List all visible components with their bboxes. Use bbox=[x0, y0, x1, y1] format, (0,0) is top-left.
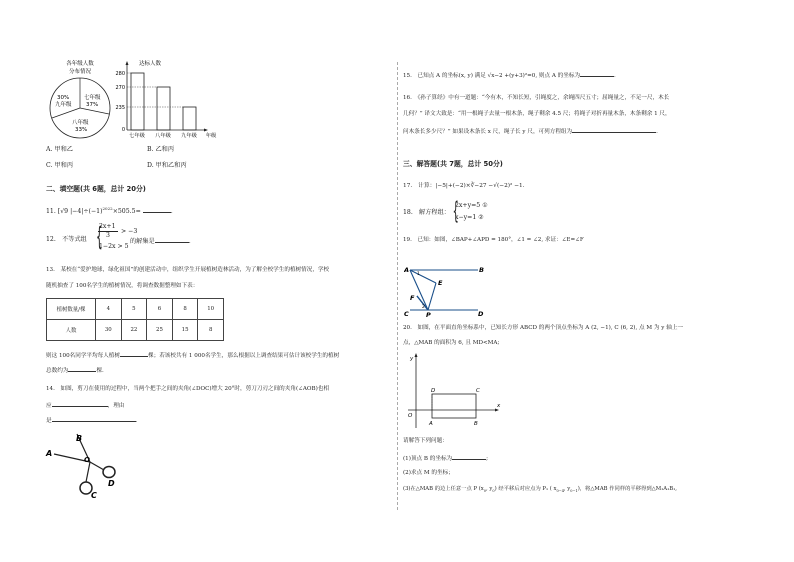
label-B: B bbox=[76, 434, 83, 443]
fig20-x: x bbox=[497, 403, 501, 409]
section-3-heading: 三、解答题(共 7题，总计 50分) bbox=[403, 160, 503, 168]
q12-pre: 不等式组 bbox=[62, 236, 87, 243]
choice-d[interactable]: D. 甲和乙和丙 bbox=[147, 162, 187, 169]
q12-num: 12. bbox=[46, 236, 56, 243]
table-cell: 15 bbox=[172, 320, 198, 341]
q18-brace: { bbox=[452, 197, 459, 225]
coordinate-figure bbox=[404, 350, 504, 432]
q14-line2a: 应 bbox=[46, 403, 52, 409]
choice-a[interactable]: A. 甲和乙 bbox=[46, 146, 73, 153]
q18-m1: ① bbox=[482, 202, 488, 209]
q12-r1c: > −3 bbox=[121, 228, 138, 235]
fig19-P: P bbox=[426, 311, 431, 318]
pie-label-7-pct: 37% bbox=[86, 102, 99, 108]
q20-line1: 20. 如图，在平面直角坐标系中，已知长方形 ABCD 的两个顶点坐标为 A (2, −1), C (6, 2), 点 M 为 y 轴上一 bbox=[403, 325, 684, 331]
pie-title-1: 各年级人数 bbox=[66, 61, 94, 67]
q18-pre: 18. 解方程组： bbox=[403, 209, 450, 216]
label-C: C bbox=[91, 491, 97, 500]
fig20-D: D bbox=[431, 388, 436, 394]
q11-answer-blank[interactable] bbox=[143, 206, 173, 216]
q12-brace: { bbox=[95, 222, 103, 252]
q14-end: . bbox=[135, 418, 138, 424]
q16-line3a: 问木条长多少尺？” 如果设木条长 x 尺，绳子长 y 尺，可列方程组为 bbox=[403, 129, 573, 135]
choice-c[interactable]: C. 甲和丙 bbox=[46, 162, 74, 169]
q11-sup: 2022 bbox=[102, 206, 113, 211]
p3-mid: , y bbox=[486, 486, 493, 492]
rectangle-ABCD bbox=[432, 394, 476, 418]
q11-rest: ×505.5= bbox=[112, 208, 141, 216]
fig20-B: B bbox=[474, 421, 478, 427]
section-2-heading: 二、填空题(共 6题，总计 20分) bbox=[46, 185, 146, 193]
pie-label-9: 九年级 bbox=[55, 102, 72, 108]
q14-line2 bbox=[46, 400, 124, 410]
question-19: 19. 已知：如图，∠BAP+∠APD = 180°，∠1 = ∠2, 求证：∠E=∠F bbox=[403, 237, 584, 243]
pie-label-8-pct: 33% bbox=[75, 127, 88, 133]
table-cell: 6 bbox=[147, 299, 173, 320]
table-cell: 30 bbox=[96, 320, 122, 341]
p3-tail: )，将△MAB 作同样的平移得到△M₁A₁B₁, bbox=[577, 486, 677, 492]
p3-sub-1: 0 bbox=[492, 489, 495, 494]
q12-r1b: 3 bbox=[106, 232, 110, 239]
tick-270: 270 bbox=[115, 85, 125, 91]
table-cell: 10 bbox=[198, 299, 224, 320]
table-cell: 25 bbox=[147, 320, 173, 341]
fig20-A: A bbox=[429, 421, 433, 427]
fig19-C: C bbox=[404, 310, 409, 318]
q16-line2: 几何？” 译文大致是：“用一根绳子去量一根木条，绳子剩余 4.5 尺；将绳子对折再量木条，木条剩余 1 尺， bbox=[403, 111, 671, 117]
q13-line3a: 则这 100名同学平均每人植树 bbox=[46, 353, 120, 359]
tick-280: 280 bbox=[115, 71, 125, 77]
bar-8 bbox=[157, 87, 170, 130]
q15-end: . bbox=[614, 73, 616, 79]
q13-line3b: 棵；若该校共有 1 000名学生，那么根据以上调查结果可估计该校学生的植树 bbox=[148, 353, 340, 359]
table-cell: 22 bbox=[121, 320, 147, 341]
q13-line4a: 总数约为 bbox=[46, 368, 69, 374]
bar-7 bbox=[131, 73, 144, 130]
q16-line3 bbox=[403, 126, 658, 136]
pie-label-9-pct: 30% bbox=[57, 95, 70, 101]
part-3 bbox=[403, 485, 677, 495]
q13-line4b: 棵. bbox=[96, 368, 104, 374]
p3-sub-2: 0−4 bbox=[556, 489, 564, 494]
q18-eq2 bbox=[455, 214, 484, 222]
bar-9 bbox=[183, 107, 196, 130]
q16-answer-blank[interactable] bbox=[572, 126, 656, 133]
q12-answer-blank[interactable] bbox=[155, 236, 189, 243]
fig19-D: D bbox=[478, 310, 484, 318]
bar-title: 达标人数 bbox=[138, 61, 162, 67]
label-A: A bbox=[46, 449, 53, 458]
q14-line3 bbox=[46, 415, 137, 425]
table-cell: 植树数量/棵 bbox=[47, 299, 96, 320]
part-2: (2)求点 M 的坐标； bbox=[403, 470, 454, 476]
fig20-y: y bbox=[410, 356, 414, 362]
q11-num: 11. bbox=[46, 208, 56, 216]
scissors-figure bbox=[42, 426, 132, 502]
q20-line2: 点，△MAB 的面积为 6, 且 MD<MA; bbox=[403, 340, 500, 346]
column-divider bbox=[397, 62, 398, 510]
q13-table bbox=[46, 298, 224, 341]
q12-r1: 2x+1 bbox=[99, 223, 116, 230]
q13-line3 bbox=[46, 350, 339, 360]
q15-expr: √x−2 +(y+3)²=0, 则点 A 的坐标为 bbox=[487, 73, 581, 79]
parallel-lines-figure bbox=[404, 262, 484, 318]
p3-mid2: , y bbox=[563, 486, 571, 492]
fig19-angle-1: 1 bbox=[417, 272, 420, 277]
bar-chart bbox=[110, 58, 222, 142]
pie-chart bbox=[40, 58, 120, 142]
pie-title-2: 分布情况 bbox=[68, 69, 92, 75]
q18-e2: x−y=1 bbox=[455, 214, 477, 221]
pie-label-7: 七年级 bbox=[84, 95, 101, 101]
fig19-angle-2: 2 bbox=[422, 305, 425, 310]
fig19-B: B bbox=[479, 266, 484, 274]
q18-e1: 2x+y=5 bbox=[455, 202, 481, 209]
tick-235: 235 bbox=[115, 105, 125, 111]
fig19-A: A bbox=[404, 266, 410, 274]
table-row bbox=[47, 299, 224, 320]
fig20-O: O bbox=[408, 413, 413, 419]
table-row bbox=[47, 320, 224, 341]
cat-7: 七年级 bbox=[129, 133, 145, 139]
tick-0: 0 bbox=[121, 127, 125, 133]
fig19-E: E bbox=[438, 279, 443, 287]
fig19-F: F bbox=[410, 294, 415, 302]
fig20-C: C bbox=[476, 388, 480, 394]
q14-line2b: ，理由 bbox=[107, 403, 125, 409]
table-cell: 人数 bbox=[47, 320, 96, 341]
p1-end: ; bbox=[486, 456, 489, 462]
q15-answer-blank[interactable] bbox=[580, 70, 614, 77]
q14-blank-2[interactable] bbox=[52, 415, 136, 422]
q14-line3a: 是 bbox=[46, 418, 52, 424]
label-O: O bbox=[84, 456, 90, 464]
q13-line2: 随机抽查了 100名学生的植树情况，将调查数据整理如下表： bbox=[46, 283, 199, 289]
choice-b[interactable]: B. 乙和丙 bbox=[147, 146, 175, 153]
q14-blank-1[interactable] bbox=[52, 400, 108, 407]
question-17: 17. 计算：|−5|+(−2)×∛−27 −√(−2)² −1. bbox=[403, 183, 525, 189]
pie-label-8: 八年级 bbox=[72, 120, 89, 126]
cat-9: 九年级 bbox=[181, 133, 197, 139]
q16-end: . bbox=[656, 129, 658, 135]
q13-blank-2[interactable] bbox=[68, 365, 96, 372]
x-unit: 年级 bbox=[205, 133, 217, 139]
q12-post-text: 的解集是 bbox=[130, 238, 155, 245]
q13-line1: 13. 某校在“爱护地球，绿化祖国”的创建活动中，组织学生开展植树造林活动，为了解全校学生的植树情况，学校 bbox=[46, 267, 330, 273]
q18-eq1 bbox=[455, 202, 488, 210]
q11-expr: [√9 |−4|÷(−1) bbox=[57, 208, 103, 216]
p1-text: (1)顶点 B 的坐标为 bbox=[403, 456, 453, 462]
p3-sub-0: 0 bbox=[483, 489, 486, 494]
label-D: D bbox=[108, 479, 115, 488]
q15-text: 15. 已知点 A 的坐标(x, y) 满足 bbox=[403, 73, 486, 79]
part-1 bbox=[403, 453, 488, 463]
q14-line1: 14. 如图，剪刀在使用的过程中，当两个把手之间的夹角(∠DOC)增大 20°时，剪刀刀刃之间的夹角(∠AOB)也相 bbox=[46, 386, 329, 392]
q13-line4 bbox=[46, 365, 104, 375]
table-cell: 4 bbox=[96, 299, 122, 320]
p3-rest: ) 经平移后对应点为 P₁ ( x bbox=[494, 486, 557, 492]
q18-m2: ② bbox=[478, 214, 484, 221]
cat-8: 八年级 bbox=[155, 133, 171, 139]
p1-answer-blank[interactable] bbox=[452, 453, 489, 462]
table-cell: 5 bbox=[121, 299, 147, 320]
question-15 bbox=[403, 70, 616, 80]
q12-post bbox=[130, 236, 191, 246]
question-11 bbox=[46, 205, 173, 216]
p3-sub-3: 0−1 bbox=[570, 489, 578, 494]
table-cell: 8 bbox=[172, 299, 198, 320]
p3-text: (3)在△MAB 的边上任意一点 P (x bbox=[403, 486, 484, 492]
q12-end: . bbox=[188, 238, 191, 245]
q11-end: . bbox=[170, 208, 173, 216]
q13-blank-1[interactable] bbox=[120, 350, 148, 357]
q16-line1: 16. 《孙子算经》中有一道题：“今有木，不知长短，引绳度之，余绳四尺五寸；屈绳量之，不足一尺，木长 bbox=[403, 95, 670, 101]
q12-r2: 1−2x > 5 bbox=[99, 243, 129, 250]
ask-label: 请解答下列问题： bbox=[403, 438, 448, 444]
table-cell: 8 bbox=[198, 320, 224, 341]
